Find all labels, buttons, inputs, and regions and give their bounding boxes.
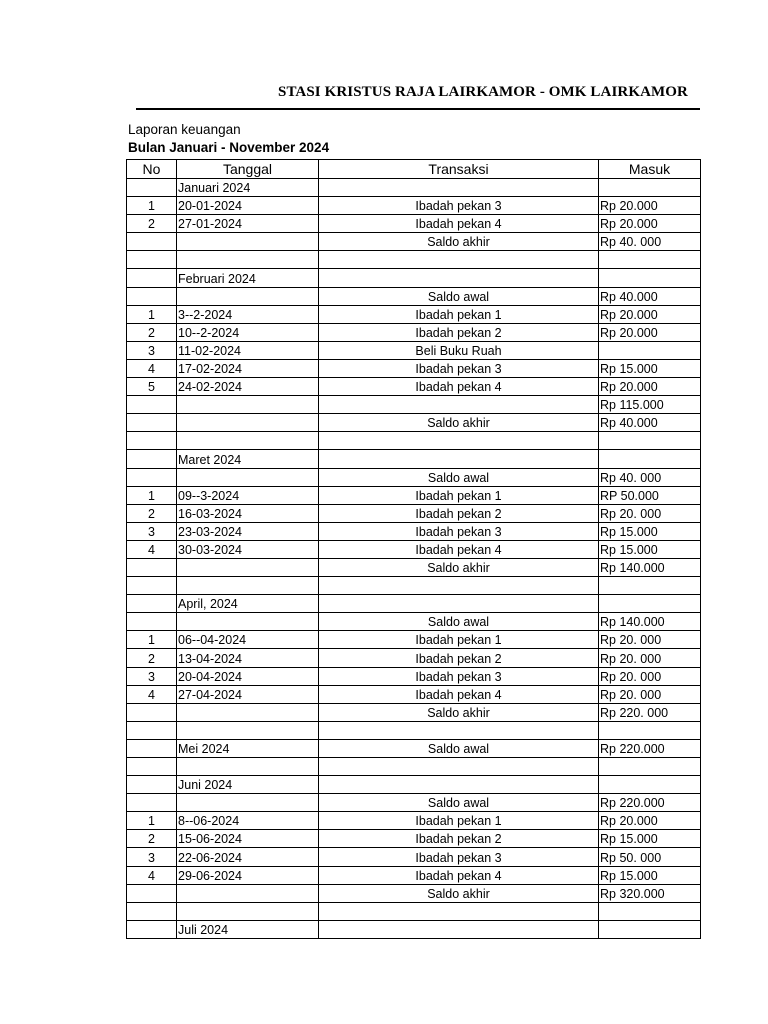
cell-masuk: Rp 20. 000 xyxy=(599,685,701,703)
cell-transaksi: Saldo awal xyxy=(319,613,599,631)
cell-transaksi: Ibadah pekan 1 xyxy=(319,812,599,830)
cell-masuk: Rp 40. 000 xyxy=(599,468,701,486)
cell-no xyxy=(127,902,177,920)
table-row xyxy=(127,233,701,251)
cell-transaksi: Ibadah pekan 3 xyxy=(319,359,599,377)
cell-no: 3 xyxy=(127,848,177,866)
cell-no: 2 xyxy=(127,504,177,522)
cell-masuk: RP 50.000 xyxy=(599,486,701,504)
table-row xyxy=(127,269,701,287)
table-row xyxy=(127,179,701,197)
cell-masuk: Rp 20.000 xyxy=(599,215,701,233)
cell-no xyxy=(127,595,177,613)
cell-masuk xyxy=(599,432,701,450)
cell-masuk: Rp 20. 000 xyxy=(599,631,701,649)
cell-tanggal xyxy=(177,468,319,486)
cell-masuk: Rp 220. 000 xyxy=(599,703,701,721)
cell-no xyxy=(127,179,177,197)
cell-masuk: Rp 15.000 xyxy=(599,866,701,884)
cell-masuk: Rp 140.000 xyxy=(599,613,701,631)
cell-transaksi: Saldo awal xyxy=(319,287,599,305)
cell-transaksi: Ibadah pekan 1 xyxy=(319,305,599,323)
cell-tanggal: 20-01-2024 xyxy=(177,197,319,215)
cell-transaksi: Saldo akhir xyxy=(319,233,599,251)
document-title: STASI KRISTUS RAJA LAIRKAMOR - OMK LAIRKAMOR xyxy=(278,84,688,100)
table-row xyxy=(127,558,701,576)
cell-tanggal: Juli 2024 xyxy=(177,920,319,938)
cell-masuk: Rp 40.000 xyxy=(599,287,701,305)
table-row xyxy=(127,848,701,866)
cell-no xyxy=(127,776,177,794)
cell-masuk: Rp 20.000 xyxy=(599,378,701,396)
cell-masuk xyxy=(599,179,701,197)
cell-no: 2 xyxy=(127,649,177,667)
cell-tanggal xyxy=(177,721,319,739)
cell-no xyxy=(127,450,177,468)
cell-tanggal: 30-03-2024 xyxy=(177,540,319,558)
cell-tanggal: Mei 2024 xyxy=(177,739,319,757)
cell-tanggal: April, 2024 xyxy=(177,595,319,613)
cell-masuk: Rp 320.000 xyxy=(599,884,701,902)
table-row xyxy=(127,902,701,920)
cell-no: 3 xyxy=(127,522,177,540)
cell-masuk: Rp 15.000 xyxy=(599,540,701,558)
table-row xyxy=(127,396,701,414)
cell-tanggal xyxy=(177,251,319,269)
cell-no xyxy=(127,739,177,757)
cell-tanggal: 13-04-2024 xyxy=(177,649,319,667)
table-row xyxy=(127,703,701,721)
cell-masuk: Rp 50. 000 xyxy=(599,848,701,866)
table-row xyxy=(127,251,701,269)
column-header-tanggal: Tanggal xyxy=(177,160,319,179)
table-row xyxy=(127,359,701,377)
cell-tanggal xyxy=(177,558,319,576)
cell-masuk xyxy=(599,269,701,287)
cell-no xyxy=(127,920,177,938)
cell-transaksi xyxy=(319,776,599,794)
cell-tanggal: Maret 2024 xyxy=(177,450,319,468)
column-header-masuk: Masuk xyxy=(599,160,701,179)
cell-tanggal xyxy=(177,703,319,721)
cell-transaksi: Ibadah pekan 1 xyxy=(319,486,599,504)
cell-transaksi: Ibadah pekan 2 xyxy=(319,504,599,522)
cell-transaksi xyxy=(319,269,599,287)
cell-transaksi xyxy=(319,251,599,269)
table-row xyxy=(127,486,701,504)
table-row xyxy=(127,830,701,848)
table-row xyxy=(127,522,701,540)
cell-transaksi xyxy=(319,450,599,468)
cell-masuk: Rp 20.000 xyxy=(599,305,701,323)
cell-no: 2 xyxy=(127,830,177,848)
cell-masuk: Rp 20.000 xyxy=(599,197,701,215)
cell-no: 5 xyxy=(127,378,177,396)
cell-no: 3 xyxy=(127,341,177,359)
table-header-row xyxy=(127,160,701,179)
cell-no: 1 xyxy=(127,812,177,830)
cell-masuk: Rp 15.000 xyxy=(599,359,701,377)
cell-masuk xyxy=(599,902,701,920)
cell-transaksi: Saldo awal xyxy=(319,468,599,486)
cell-tanggal xyxy=(177,287,319,305)
cell-tanggal xyxy=(177,902,319,920)
cell-tanggal: Januari 2024 xyxy=(177,179,319,197)
cell-masuk xyxy=(599,450,701,468)
cell-masuk: Rp 220.000 xyxy=(599,739,701,757)
cell-no xyxy=(127,613,177,631)
cell-transaksi: Saldo akhir xyxy=(319,558,599,576)
title-underline xyxy=(136,108,700,110)
cell-transaksi: Ibadah pekan 4 xyxy=(319,378,599,396)
cell-no: 4 xyxy=(127,359,177,377)
cell-masuk xyxy=(599,341,701,359)
cell-no xyxy=(127,233,177,251)
cell-no: 1 xyxy=(127,486,177,504)
cell-tanggal: 06--04-2024 xyxy=(177,631,319,649)
cell-masuk: Rp 40.000 xyxy=(599,414,701,432)
cell-masuk xyxy=(599,758,701,776)
cell-masuk xyxy=(599,251,701,269)
cell-transaksi: Beli Buku Ruah xyxy=(319,341,599,359)
cell-tanggal: 16-03-2024 xyxy=(177,504,319,522)
cell-tanggal: 23-03-2024 xyxy=(177,522,319,540)
cell-transaksi: Ibadah pekan 2 xyxy=(319,323,599,341)
cell-tanggal: 29-06-2024 xyxy=(177,866,319,884)
cell-masuk xyxy=(599,776,701,794)
table-row xyxy=(127,215,701,233)
cell-tanggal: Juni 2024 xyxy=(177,776,319,794)
cell-transaksi: Saldo awal xyxy=(319,739,599,757)
cell-no: 1 xyxy=(127,305,177,323)
cell-tanggal xyxy=(177,432,319,450)
cell-transaksi: Ibadah pekan 3 xyxy=(319,848,599,866)
cell-transaksi: Saldo awal xyxy=(319,794,599,812)
table-row xyxy=(127,287,701,305)
cell-tanggal: 8--06-2024 xyxy=(177,812,319,830)
cell-tanggal xyxy=(177,794,319,812)
cell-tanggal: 09--3-2024 xyxy=(177,486,319,504)
cell-transaksi xyxy=(319,595,599,613)
cell-tanggal: Februari 2024 xyxy=(177,269,319,287)
table-row xyxy=(127,812,701,830)
cell-no xyxy=(127,432,177,450)
cell-tanggal xyxy=(177,414,319,432)
cell-no xyxy=(127,468,177,486)
table-row xyxy=(127,721,701,739)
cell-no: 4 xyxy=(127,866,177,884)
table-row xyxy=(127,432,701,450)
cell-masuk xyxy=(599,920,701,938)
cell-tanggal: 24-02-2024 xyxy=(177,378,319,396)
cell-no: 1 xyxy=(127,631,177,649)
cell-transaksi: Ibadah pekan 3 xyxy=(319,197,599,215)
table-row xyxy=(127,776,701,794)
cell-transaksi: Ibadah pekan 4 xyxy=(319,540,599,558)
table-row xyxy=(127,450,701,468)
cell-no: 4 xyxy=(127,685,177,703)
cell-no xyxy=(127,558,177,576)
table-row xyxy=(127,884,701,902)
report-period: Bulan Januari - November 2024 xyxy=(128,140,330,155)
column-header-transaksi: Transaksi xyxy=(319,160,599,179)
table-row xyxy=(127,613,701,631)
cell-no: 1 xyxy=(127,197,177,215)
cell-no xyxy=(127,414,177,432)
report-heading: Laporan keuangan xyxy=(128,122,241,137)
table-row xyxy=(127,794,701,812)
cell-no xyxy=(127,758,177,776)
cell-transaksi: Ibadah pekan 4 xyxy=(319,866,599,884)
cell-no xyxy=(127,794,177,812)
cell-tanggal xyxy=(177,396,319,414)
cell-tanggal xyxy=(177,613,319,631)
cell-tanggal xyxy=(177,577,319,595)
cell-masuk xyxy=(599,595,701,613)
cell-masuk: Rp 220.000 xyxy=(599,794,701,812)
table-row xyxy=(127,378,701,396)
cell-transaksi: Saldo akhir xyxy=(319,884,599,902)
cell-tanggal xyxy=(177,233,319,251)
cell-masuk: Rp 15.000 xyxy=(599,830,701,848)
table-row xyxy=(127,468,701,486)
column-header-no: No xyxy=(127,160,177,179)
cell-masuk: Rp 115.000 xyxy=(599,396,701,414)
cell-transaksi xyxy=(319,432,599,450)
cell-tanggal: 3--2-2024 xyxy=(177,305,319,323)
cell-no xyxy=(127,577,177,595)
cell-tanggal: 15-06-2024 xyxy=(177,830,319,848)
cell-transaksi xyxy=(319,758,599,776)
cell-masuk: Rp 20.000 xyxy=(599,323,701,341)
cell-transaksi xyxy=(319,721,599,739)
cell-transaksi: Ibadah pekan 4 xyxy=(319,685,599,703)
cell-masuk: Rp 140.000 xyxy=(599,558,701,576)
cell-masuk xyxy=(599,577,701,595)
table-row xyxy=(127,577,701,595)
cell-transaksi xyxy=(319,577,599,595)
cell-transaksi: Ibadah pekan 2 xyxy=(319,830,599,848)
cell-transaksi xyxy=(319,179,599,197)
cell-no xyxy=(127,884,177,902)
cell-no: 2 xyxy=(127,215,177,233)
table-row xyxy=(127,685,701,703)
cell-transaksi xyxy=(319,920,599,938)
cell-no xyxy=(127,721,177,739)
table-row xyxy=(127,197,701,215)
cell-transaksi: Ibadah pekan 4 xyxy=(319,215,599,233)
cell-transaksi: Ibadah pekan 2 xyxy=(319,649,599,667)
finance-table xyxy=(126,159,701,939)
cell-no xyxy=(127,287,177,305)
cell-tanggal xyxy=(177,884,319,902)
cell-transaksi: Ibadah pekan 3 xyxy=(319,667,599,685)
cell-no: 3 xyxy=(127,667,177,685)
table-row xyxy=(127,667,701,685)
cell-tanggal: 27-01-2024 xyxy=(177,215,319,233)
cell-masuk: Rp 15.000 xyxy=(599,522,701,540)
table-row xyxy=(127,341,701,359)
table-row xyxy=(127,739,701,757)
table-row xyxy=(127,758,701,776)
table-row xyxy=(127,866,701,884)
table-row xyxy=(127,920,701,938)
cell-masuk: Rp 20. 000 xyxy=(599,504,701,522)
cell-no: 2 xyxy=(127,323,177,341)
table-row xyxy=(127,540,701,558)
cell-no xyxy=(127,251,177,269)
table-body xyxy=(127,179,701,939)
table-row xyxy=(127,504,701,522)
table-row xyxy=(127,414,701,432)
cell-tanggal: 22-06-2024 xyxy=(177,848,319,866)
cell-masuk xyxy=(599,721,701,739)
cell-no xyxy=(127,703,177,721)
cell-masuk: Rp 20.000 xyxy=(599,812,701,830)
cell-masuk: Rp 40. 000 xyxy=(599,233,701,251)
cell-transaksi: Ibadah pekan 3 xyxy=(319,522,599,540)
table-row xyxy=(127,323,701,341)
cell-tanggal xyxy=(177,758,319,776)
cell-masuk: Rp 20. 000 xyxy=(599,649,701,667)
cell-tanggal: 10--2-2024 xyxy=(177,323,319,341)
cell-tanggal: 11-02-2024 xyxy=(177,341,319,359)
cell-transaksi: Saldo akhir xyxy=(319,414,599,432)
cell-transaksi: Saldo akhir xyxy=(319,703,599,721)
cell-tanggal: 27-04-2024 xyxy=(177,685,319,703)
cell-tanggal: 17-02-2024 xyxy=(177,359,319,377)
cell-masuk: Rp 20. 000 xyxy=(599,667,701,685)
cell-transaksi: Ibadah pekan 1 xyxy=(319,631,599,649)
cell-transaksi xyxy=(319,396,599,414)
cell-transaksi xyxy=(319,902,599,920)
cell-no xyxy=(127,269,177,287)
table-row xyxy=(127,595,701,613)
cell-no: 4 xyxy=(127,540,177,558)
cell-tanggal: 20-04-2024 xyxy=(177,667,319,685)
cell-no xyxy=(127,396,177,414)
table-row xyxy=(127,631,701,649)
table-row xyxy=(127,305,701,323)
table-row xyxy=(127,649,701,667)
